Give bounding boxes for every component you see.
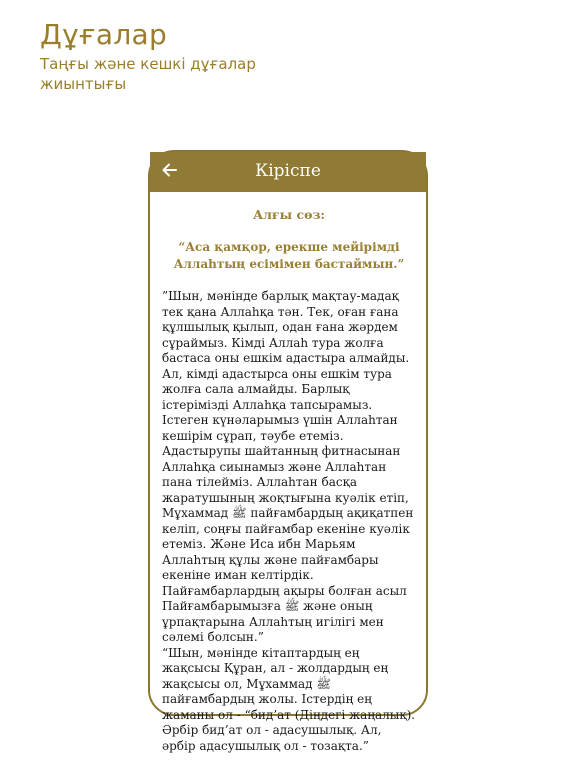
content-scroll-area[interactable] [162, 192, 416, 753]
bismillah-text: “Аса қамқор, ерекше мейірімді Аллаһтың есімімен бастаймын.” [173, 240, 405, 271]
app-header [150, 152, 426, 192]
promo-subtitle: Таңғы және кешкі дұғалар жиынтығы [40, 55, 256, 93]
preface-heading: Алғы сөз: [252, 207, 326, 222]
promo-title: Дұғалар [40, 18, 168, 51]
preface-body-text: ”Шын, мәнінде барлық мақтау-мадақ тек қана Аллаһқа тән. Тек, оған ғана құлшылық қылып, одан ғана жәрдем сұраймыз. Кімді Аллаһ тура жолға бастаса оны ешкім адастыра алмайды. Ал, кімді адастырса оны ешкім тура жолға сала алмайды. Барлық істерімізді Аллаһқа тапсырамыз. Істеген күнәларымыз үшін Аллаһтан кешірім сұрап, тәубе етеміз. Адастырупы шайтанның фитнасынан Аллаһқа сиынамыз және Аллаһтан пана тілейміз. Аллаһтан басқа жаратушының жоқтығына куәлік етіп, Мұхаммад ﷺ пайғамбардың ақиқатпен келіп, соңғы пайғамбар екеніне куәлік етеміз. Және Иса ибн Марьям Аллаһтың құлы және пайғамбары екеніне иман келтірдік. Пайғамбарлардың ақыры болған асыл Пайғамбарымызға ﷺ және оның ұрпақтарына Аллаһтың игілігі мен сәлемі болсын.” “Шын, мәнінде кітаптардың ең жақсысы Құран, ал - жолдардың ең жақсысы ол, Мұхаммад ﷺ пайғамбардың жолы. Істердің ең жаманы ол - “бид’ат (Діңдегі жаңалық). Әрбір бид’ат ол - адасушылық. Ал, әрбір адасушылық ол - тозақта.” [162, 289, 416, 753]
page-title: Кіріспе [255, 161, 321, 181]
phone-frame [148, 150, 428, 753]
